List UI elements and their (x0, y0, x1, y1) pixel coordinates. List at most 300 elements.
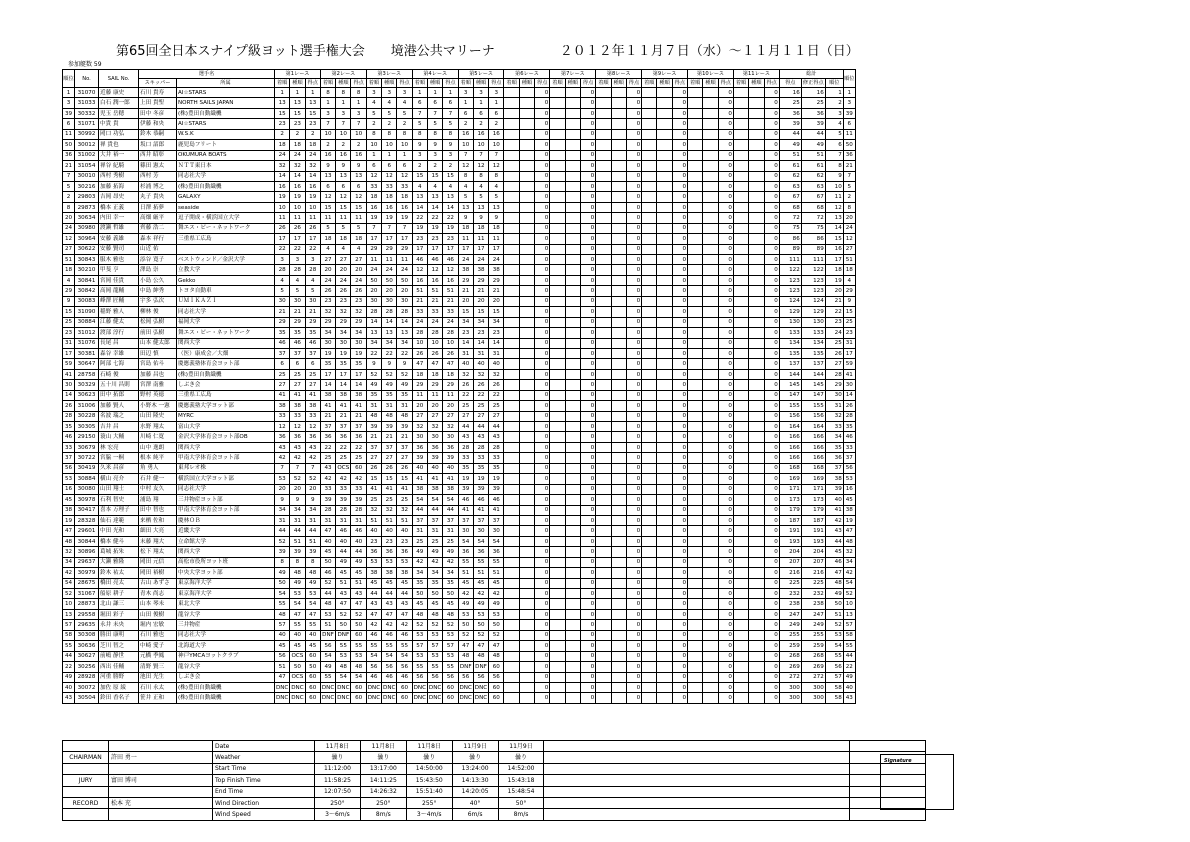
row-race-cell: 20 (336, 265, 351, 275)
row-race-cell: 9 (382, 359, 397, 369)
row-skipper: 山田 翔士 (99, 484, 139, 494)
row-club: (株)豊田自動織機 (177, 108, 275, 118)
row-empty-cell (504, 557, 519, 567)
table-row (63, 181, 856, 191)
row-club: 同志社大学 (177, 307, 275, 317)
row-race-cell: 42 (366, 620, 381, 630)
row-race-cell: 8 (336, 88, 351, 98)
row-empty-cell (596, 505, 611, 515)
row-race-cell: 33 (305, 411, 320, 421)
row-empty-cell (703, 255, 718, 265)
row-place: 48 (825, 578, 843, 588)
info-empty (850, 741, 926, 752)
row-empty-cell (504, 129, 519, 139)
row-net-points: 166 (801, 432, 825, 442)
info-label: Wind Speed (213, 809, 315, 820)
row-total-points: 155 (779, 401, 801, 411)
row-total-points: 193 (779, 536, 801, 546)
row-race-cell: 39 (489, 484, 504, 494)
row-race-cell: 31 (443, 526, 458, 536)
row-race-score: 0 (626, 463, 641, 473)
row-empty-cell (504, 515, 519, 525)
race-header-4: 第4レース (412, 70, 458, 79)
row-total-points: 166 (779, 442, 801, 452)
row-club: OKUMURA BOATS (177, 150, 275, 160)
row-rank: 50 (63, 140, 75, 150)
row-race-cell: 6 (275, 359, 290, 369)
row-empty-cell (657, 526, 672, 536)
row-empty-cell (688, 693, 703, 703)
row-empty-cell (642, 213, 657, 223)
row-race-score: 0 (580, 348, 595, 358)
info-value: 曇り (498, 752, 544, 763)
row-empty-cell (550, 620, 565, 630)
row-total-points: 171 (779, 484, 801, 494)
row-race-cell: 10 (473, 140, 488, 150)
row-race-cell: 29 (382, 244, 397, 254)
row-race-cell: 18 (366, 192, 381, 202)
row-net-points: 61 (801, 161, 825, 171)
row-race-score: 0 (764, 672, 779, 682)
row-race-cell: 32 (290, 161, 305, 171)
row-race-cell: 48 (397, 411, 412, 421)
row-race-cell: 17 (412, 244, 427, 254)
row-race-score: 0 (718, 651, 733, 661)
row-empty-cell (550, 672, 565, 682)
row-club: 三井物産 (177, 620, 275, 630)
row-empty-cell (504, 630, 519, 640)
entries-count: 参加艇数 59 (68, 61, 102, 68)
row-race-cell: 22 (366, 348, 381, 358)
row-empty-cell (519, 275, 534, 285)
row-crew: 中村 友久 (139, 484, 177, 494)
race-sub-header: 着順 (458, 79, 473, 88)
row-empty-cell (703, 620, 718, 630)
row-race-cell: 2 (473, 119, 488, 129)
row-race-cell: 8 (382, 129, 397, 139)
row-race-cell: 47 (336, 599, 351, 609)
row-race-cell: 35 (397, 390, 412, 400)
row-race-cell: 4 (412, 181, 427, 191)
row-empty-cell (504, 484, 519, 494)
info-value: 14:20:05 (452, 786, 498, 797)
row-total-points: 249 (779, 620, 801, 630)
row-race-cell: 42 (382, 620, 397, 630)
row-race-cell: 38 (351, 390, 366, 400)
row-race-cell: 38 (412, 484, 427, 494)
row-net-points: 268 (801, 651, 825, 661)
row-place: 43 (825, 526, 843, 536)
row-race-score: 0 (580, 693, 595, 703)
row-race-cell: 45 (458, 578, 473, 588)
row-empty-cell (688, 547, 703, 557)
row-sail-no: 30634 (75, 213, 99, 223)
row-race-score: 0 (764, 98, 779, 108)
row-empty-cell (749, 453, 764, 463)
row-race-cell: 29 (351, 317, 366, 327)
row-place: 32 (825, 411, 843, 421)
row-race-cell: 13 (351, 171, 366, 181)
row-skipper: 林 宏亮 (99, 442, 139, 452)
table-row (63, 380, 856, 390)
row-club: 甲南大学体育会ヨット部 (177, 453, 275, 463)
row-net-points: 86 (801, 234, 825, 244)
table-row (63, 641, 856, 651)
club-header: 所属 (177, 79, 275, 88)
row-place: 11 (825, 192, 843, 202)
row-race-cell: 8 (397, 129, 412, 139)
row-rank: 9 (63, 296, 75, 306)
row-empty-cell (596, 536, 611, 546)
row-net-points: 123 (801, 286, 825, 296)
row-race-cell: 15 (443, 171, 458, 181)
row-race-score: 0 (764, 453, 779, 463)
row-crew: 松岡 弘樹 (139, 317, 177, 327)
row-net-points: 300 (801, 693, 825, 703)
row-club: 近畿大学 (177, 526, 275, 536)
row-race-cell: 21 (336, 411, 351, 421)
row-empty-cell (504, 275, 519, 285)
row-empty-cell (688, 98, 703, 108)
info-empty (544, 741, 850, 752)
row-race-score: 0 (580, 150, 595, 160)
row-race-cell: 53 (320, 609, 335, 619)
row-empty-cell (657, 255, 672, 265)
row-empty-cell (550, 599, 565, 609)
row-total-points: 204 (779, 547, 801, 557)
row-empty-cell (611, 620, 626, 630)
row-race-score: 0 (580, 140, 595, 150)
row-club: 龍谷大学 (177, 609, 275, 619)
row-race-cell: 49 (336, 557, 351, 567)
row-empty-cell (657, 401, 672, 411)
table-row (63, 150, 856, 160)
row-race-cell: 27 (489, 411, 504, 421)
info-value: 255° (406, 797, 452, 808)
row-race-score: 0 (764, 348, 779, 358)
row-empty-cell (688, 88, 703, 98)
row-empty-cell (749, 129, 764, 139)
table-row (63, 328, 856, 338)
row-crew: 松下 翔太 (139, 547, 177, 557)
row-race-cell: 28 (351, 505, 366, 515)
row-net-points: 259 (801, 641, 825, 651)
row-race-score: 0 (535, 98, 550, 108)
row-total-points: 16 (779, 88, 801, 98)
row-total-points: 232 (779, 589, 801, 599)
row-race-score: 0 (764, 557, 779, 567)
row-empty-cell (657, 390, 672, 400)
row-empty-cell (703, 88, 718, 98)
row-empty-cell (733, 119, 748, 129)
row-race-score: 0 (626, 505, 641, 515)
row-race-cell: 42 (290, 453, 305, 463)
row-race-cell: 44 (305, 526, 320, 536)
row-sail-no: 30332 (75, 108, 99, 118)
row-race-cell: 50 (366, 275, 381, 285)
row-race-cell: 20 (443, 401, 458, 411)
row-skipper: 加佐 原 綾 (99, 682, 139, 692)
row-race-cell: 16 (489, 129, 504, 139)
row-empty-cell (642, 536, 657, 546)
row-race-cell: 21 (412, 296, 427, 306)
row-race-cell: 36 (320, 432, 335, 442)
row-sail-no: 28675 (75, 578, 99, 588)
row-race-cell: 46 (320, 568, 335, 578)
row-empty-cell (703, 328, 718, 338)
row-race-score: 0 (672, 380, 687, 390)
row-empty-cell (749, 672, 764, 682)
row-race-cell: DNC (412, 682, 427, 692)
row-empty-cell (703, 98, 718, 108)
row-race-cell: 15 (351, 202, 366, 212)
row-race-cell: 3 (351, 108, 366, 118)
row-race-cell: 20 (366, 286, 381, 296)
row-empty-cell (504, 161, 519, 171)
row-empty-cell (688, 453, 703, 463)
row-race-score: 0 (718, 568, 733, 578)
row-empty-cell (642, 568, 657, 578)
row-race-cell: 14 (351, 380, 366, 390)
row-empty-cell (688, 432, 703, 442)
row-race-score: 0 (764, 662, 779, 672)
row-race-cell: 4 (443, 181, 458, 191)
row-empty-cell (504, 234, 519, 244)
row-rank-end: 4 (843, 275, 855, 285)
row-race-cell: 14 (473, 338, 488, 348)
row-place: 30 (825, 390, 843, 400)
row-empty-cell (519, 181, 534, 191)
row-race-score: 0 (535, 442, 550, 452)
row-race-cell: 55 (336, 641, 351, 651)
row-race-cell: 29 (366, 244, 381, 254)
row-empty-cell (550, 411, 565, 421)
row-empty-cell (519, 589, 534, 599)
row-place: 33 (825, 422, 843, 432)
row-race-cell: 25 (458, 401, 473, 411)
row-race-cell: 51 (382, 515, 397, 525)
race-sub-header: 種順 (657, 79, 672, 88)
row-race-score: 0 (626, 213, 641, 223)
row-race-score: 0 (535, 108, 550, 118)
row-race-cell: OCS (290, 672, 305, 682)
row-race-score: 0 (580, 620, 595, 630)
table-row (63, 651, 856, 661)
row-net-points: 144 (801, 369, 825, 379)
row-total-points: 133 (779, 328, 801, 338)
row-race-score: 0 (580, 630, 595, 640)
row-empty-cell (703, 119, 718, 129)
row-empty-cell (657, 380, 672, 390)
row-total-points: 129 (779, 307, 801, 317)
row-sail-no: 29803 (75, 192, 99, 202)
row-crew: 水野 翔太 (139, 422, 177, 432)
row-crew: 高畑 厳平 (139, 213, 177, 223)
row-race-cell: 13 (275, 98, 290, 108)
info-value: 14:50:00 (406, 763, 452, 774)
row-race-cell: 2 (290, 129, 305, 139)
row-race-score: 0 (672, 369, 687, 379)
row-empty-cell (611, 286, 626, 296)
row-race-score: 0 (580, 422, 595, 432)
row-rank-end: 12 (843, 234, 855, 244)
row-skipper: 永井 未央 (99, 620, 139, 630)
row-rank-end: 23 (843, 328, 855, 338)
row-race-cell: 44 (320, 589, 335, 599)
row-race-cell: 50 (443, 589, 458, 599)
row-race-cell: 14 (489, 338, 504, 348)
row-race-cell: 51 (305, 536, 320, 546)
row-empty-cell (688, 515, 703, 525)
row-race-score: 0 (672, 536, 687, 546)
row-race-cell: 17 (489, 244, 504, 254)
row-race-score: 0 (672, 181, 687, 191)
row-skipper: 高岡 龍輔 (99, 286, 139, 296)
row-race-cell: 55 (443, 662, 458, 672)
row-sail-no: 30622 (75, 244, 99, 254)
row-crew: 角 勇人 (139, 463, 177, 473)
row-race-cell: 60 (443, 682, 458, 692)
row-race-score: 0 (672, 630, 687, 640)
row-empty-cell (749, 244, 764, 254)
row-sail-no: 30083 (75, 296, 99, 306)
row-race-cell: 19 (290, 192, 305, 202)
row-empty-cell (565, 547, 580, 557)
row-race-score: 0 (535, 286, 550, 296)
table-row (63, 411, 856, 421)
official-name: 富田 博司 (109, 775, 213, 786)
row-race-score: 0 (718, 181, 733, 191)
row-race-cell: 22 (320, 442, 335, 452)
row-race-score: 0 (580, 682, 595, 692)
race-sub-header: 種順 (473, 79, 488, 88)
row-crew: 中崎 愛子 (139, 641, 177, 651)
row-race-cell: 4 (458, 181, 473, 191)
row-empty-cell (657, 411, 672, 421)
row-empty-cell (596, 693, 611, 703)
row-empty-cell (504, 589, 519, 599)
row-race-cell: 5 (290, 286, 305, 296)
row-empty-cell (519, 682, 534, 692)
row-race-cell: 3 (275, 255, 290, 265)
row-rank-end: 59 (843, 359, 855, 369)
info-value: 250° (360, 797, 406, 808)
row-empty-cell (703, 296, 718, 306)
row-race-cell: 43 (351, 589, 366, 599)
row-race-cell: 10 (320, 129, 335, 139)
row-race-cell: 23 (382, 536, 397, 546)
row-sail-no: 31006 (75, 401, 99, 411)
official-role (63, 809, 109, 820)
row-skipper: 宮岡 佳貴 (99, 275, 139, 285)
net-header: 修正得点 (802, 80, 824, 86)
row-race-cell: 42 (412, 557, 427, 567)
row-race-score: 0 (672, 390, 687, 400)
row-sail-no: 30636 (75, 641, 99, 651)
row-empty-cell (657, 599, 672, 609)
row-race-cell: 48 (351, 662, 366, 672)
row-club: GALAXY (177, 192, 275, 202)
row-total-points: 164 (779, 422, 801, 432)
row-empty-cell (733, 98, 748, 108)
race-sub-header: 得点 (489, 79, 504, 88)
row-skipper: 児玉 岳穂 (99, 108, 139, 118)
row-empty-cell (703, 568, 718, 578)
row-race-cell: 2 (351, 140, 366, 150)
row-empty-cell (642, 515, 657, 525)
row-empty-cell (519, 536, 534, 546)
row-total-points: 268 (779, 651, 801, 661)
row-race-cell: 8 (489, 171, 504, 181)
row-net-points: 129 (801, 307, 825, 317)
row-sail-no: 28328 (75, 515, 99, 525)
row-empty-cell (596, 129, 611, 139)
row-empty-cell (611, 432, 626, 442)
row-race-cell: 40 (397, 526, 412, 536)
row-empty-cell (565, 359, 580, 369)
row-race-cell: 2 (427, 161, 442, 171)
row-race-cell: 25 (305, 369, 320, 379)
row-race-cell: 45 (305, 641, 320, 651)
row-race-cell: 25 (473, 401, 488, 411)
row-race-score: 0 (718, 515, 733, 525)
row-empty-cell (596, 609, 611, 619)
row-empty-cell (703, 223, 718, 233)
row-empty-cell (550, 108, 565, 118)
row-race-score: 0 (764, 275, 779, 285)
row-skipper: 葛城 拓朱 (99, 547, 139, 557)
row-race-cell: 29 (427, 380, 442, 390)
row-race-cell: 15 (290, 108, 305, 118)
row-race-score: 0 (672, 328, 687, 338)
row-total-points: 269 (779, 662, 801, 672)
row-race-cell: 29 (336, 317, 351, 327)
row-race-cell: 37 (397, 442, 412, 452)
row-race-score: 0 (764, 536, 779, 546)
row-place: 23 (825, 317, 843, 327)
row-empty-cell (749, 578, 764, 588)
row-rank-end: 1 (843, 88, 855, 98)
row-race-cell: 24 (489, 255, 504, 265)
row-sail-no: 28758 (75, 369, 99, 379)
row-race-cell: 57 (427, 641, 442, 651)
row-race-cell: 45 (412, 599, 427, 609)
row-race-cell: 42 (458, 589, 473, 599)
row-race-cell: 55 (275, 599, 290, 609)
row-race-cell: 31 (427, 526, 442, 536)
row-race-score: 0 (672, 338, 687, 348)
row-empty-cell (733, 296, 748, 306)
row-place: 35 (825, 442, 843, 452)
row-race-cell: 22 (489, 390, 504, 400)
row-empty-cell (596, 432, 611, 442)
row-empty-cell (733, 630, 748, 640)
row-race-cell: 36 (427, 442, 442, 452)
row-empty-cell (733, 672, 748, 682)
row-race-cell: 46 (382, 630, 397, 640)
row-race-score: 0 (718, 317, 733, 327)
row-race-cell: 49 (489, 599, 504, 609)
signature-label: Signature (884, 758, 912, 764)
row-total-points: 51 (779, 150, 801, 160)
row-crew: 青木 尚志 (139, 589, 177, 599)
row-empty-cell (749, 359, 764, 369)
row-race-cell: OCS (290, 651, 305, 661)
row-race-cell: 54 (473, 536, 488, 546)
row-race-cell: 52 (473, 630, 488, 640)
row-rank: 39 (63, 108, 75, 118)
row-empty-cell (733, 108, 748, 118)
